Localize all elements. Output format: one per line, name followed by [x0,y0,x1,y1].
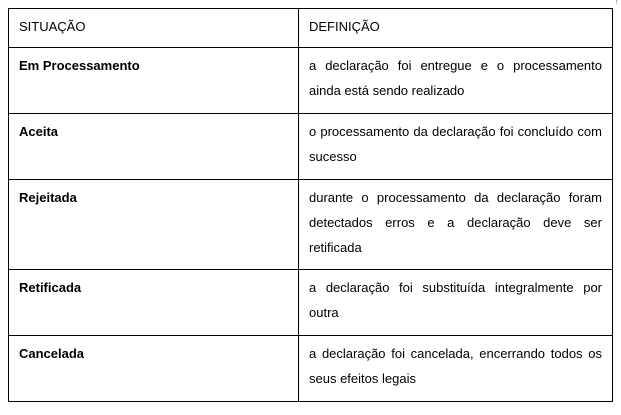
header-definicao: DEFINIÇÃO [299,9,613,48]
definition-cell: a declaração foi cancelada, encerrando todos os seus efeitos legais [299,336,613,402]
corner-marker [616,0,619,4]
table-row [9,48,613,114]
status-cell: Aceita [9,114,299,180]
definition-cell: a declaração foi entregue e o processamento ainda está sendo realizado [299,48,613,114]
table-row [9,180,613,270]
definition-cell: durante o processamento da declaração foram detectados erros e a declaração deve ser retificada [299,180,613,270]
status-cell: Cancelada [9,336,299,402]
definition-cell: o processamento da declaração foi concluído com sucesso [299,114,613,180]
table-row [9,270,613,336]
table-header-row [9,9,613,48]
definition-cell: a declaração foi substituída integralmente por outra [299,270,613,336]
status-cell: Rejeitada [9,180,299,270]
table-row [9,336,613,402]
header-situacao: SITUAÇÃO [9,9,299,48]
status-cell: Retificada [9,270,299,336]
status-definition-table [8,8,613,402]
status-cell: Em Processamento [9,48,299,114]
table-row [9,114,613,180]
